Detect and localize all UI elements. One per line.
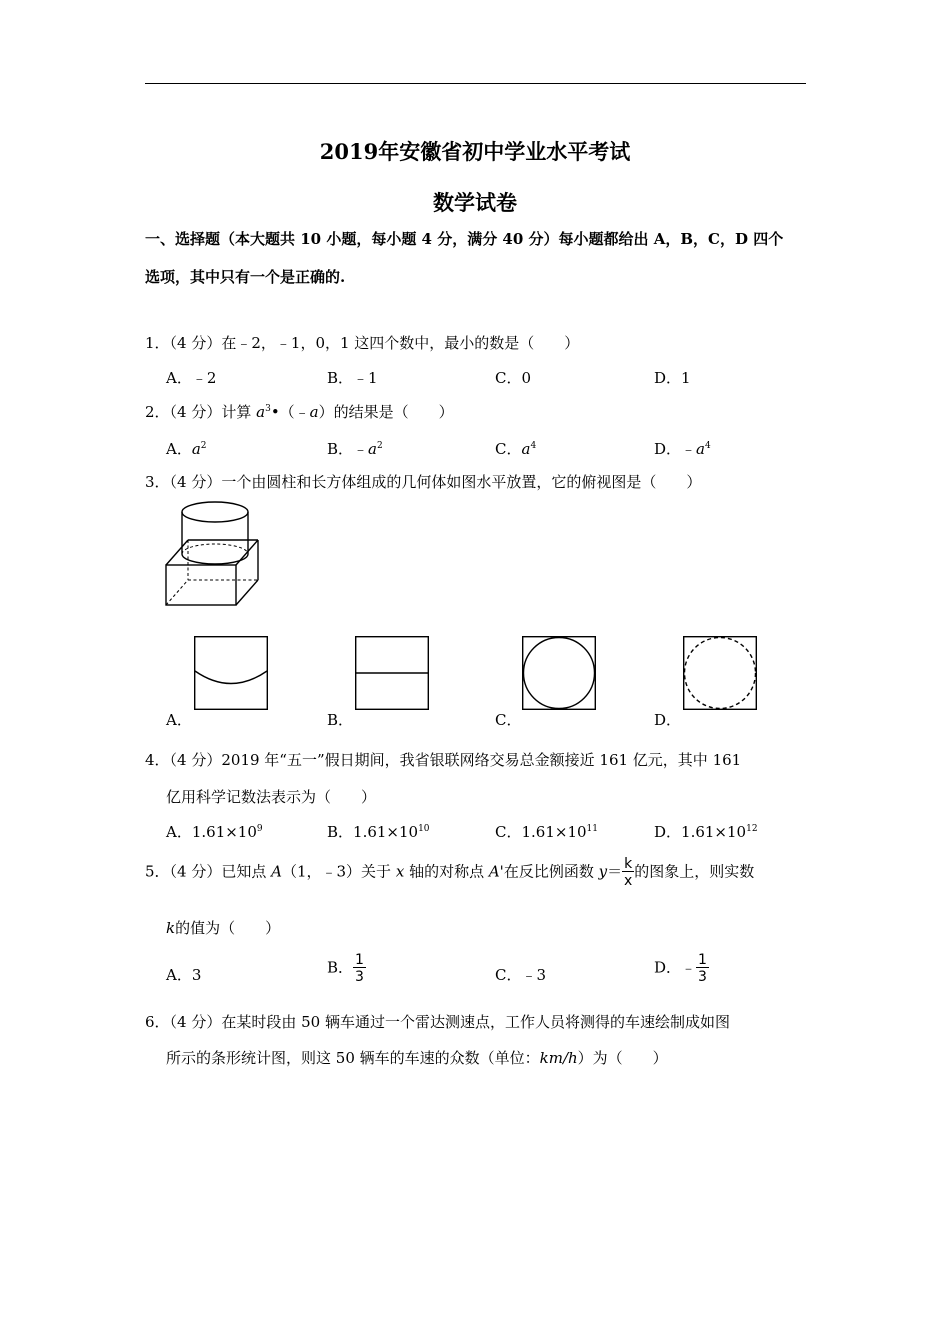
q4-option-c: C．$1.61\times 10^{11}$ (495, 823, 598, 841)
q4-stem-line1: 4．（4 分）2019 年“五一”假日期间，我省银联网络交易总金额接近 161 亿元，其中 161 (145, 751, 742, 769)
q2-var-a: a (256, 403, 266, 421)
q2-exp: 3 (265, 404, 271, 414)
q5-option-d: D．﹣ $\frac{1}{3}$ (654, 952, 707, 985)
q2-option-a: A．$a^2$ (166, 440, 207, 458)
q3-option-b-figure (355, 636, 430, 711)
q5-option-b: B． $\frac{1}{3}$ (327, 952, 364, 985)
q2-stem-pre: 2．（4 分）计算 (145, 403, 257, 421)
q3-option-d-figure (683, 636, 758, 711)
q3-option-c-figure (522, 636, 597, 711)
q5-fraction: $\frac{k}{x}$ (624, 856, 633, 889)
q5-option-c: C．﹣3 (495, 966, 547, 984)
q3-solid-figure (160, 498, 270, 610)
q2-stem-mid: •（﹣ (270, 403, 310, 421)
page-title: 2019年安徽省初中学业水平考试 (319, 139, 631, 164)
section-heading-line1: 一、选择题（本大题共 10 小题，每小题 4 分，满分 40 分）每小题都给出 A，B，C，D 四个 (145, 230, 784, 248)
q3-option-c: C． (495, 711, 522, 729)
q2-option-b: B．$﹣a^2$ (327, 440, 383, 458)
page-subtitle: 数学试卷 (433, 190, 517, 215)
q3-option-d: D． (654, 711, 682, 729)
q4-option-b: B．$1.61\times 10^{10}$ (327, 823, 430, 841)
q2-stem (145, 401, 454, 422)
header-rule (145, 83, 806, 84)
q5-stem-line2: k的值为（ ） (166, 919, 281, 937)
q6-stem-line1: 6．（4 分）在某时段由 50 辆车通过一个雷达测速点，工作人员将测得的车速绘制成如图 (145, 1013, 730, 1031)
q3-option-a: A． (166, 711, 192, 729)
q2-var-a2: a (309, 403, 319, 421)
q4-option-a: A．$1.61\times 10^9$ (166, 823, 263, 841)
q2-option-d: D．$﹣a^4$ (654, 440, 711, 458)
q4-stem-line2: 亿用科学记数法表示为（ ） (166, 788, 377, 806)
q3-option-a-figure (194, 636, 269, 711)
q5-option-a: A．3 (166, 966, 202, 984)
q4-option-d: D．$1.61\times 10^{12}$ (654, 823, 758, 841)
q1-stem: 1．（4 分）在﹣2，﹣1，0，1 这四个数中，最小的数是（ ） (145, 334, 580, 352)
q2-stem-post: ）的结果是（ ） (318, 403, 454, 421)
q6-stem-line2: 所示的条形统计图，则这 50 辆车的车速的众数（单位：km/h）为（ ） (166, 1049, 668, 1067)
q2-option-c: C．$a^4$ (495, 440, 537, 458)
section-heading-line2: 选项，其中只有一个是正确的. (145, 268, 346, 286)
q1-option-d: D．1 (654, 369, 691, 387)
q3-stem: 3．（4 分）一个由圆柱和长方体组成的几何体如图水平放置，它的俯视图是（ ） (145, 473, 702, 491)
q3-option-b: B． (327, 711, 354, 729)
q1-option-b: B．﹣1 (327, 369, 378, 387)
q1-option-a: A．﹣2 (166, 369, 217, 387)
q5-stem-line1: 5．（4 分）已知点 A（1，﹣3）关于 x 轴的对称点 A'在反比例函数 y＝ $\frac{k}{x}$ 的图象上，则实数 (145, 856, 755, 889)
q1-option-c: C．0 (495, 369, 532, 387)
